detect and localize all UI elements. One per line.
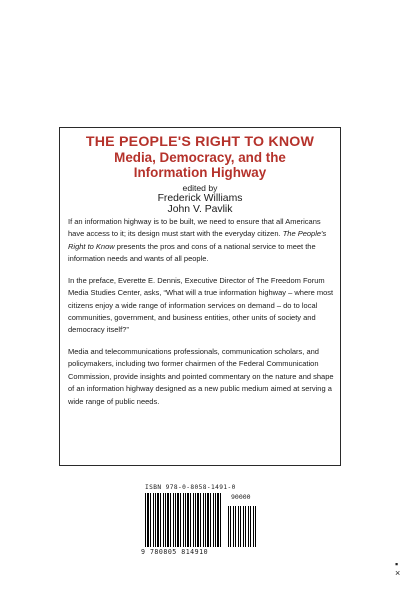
- price-barcode-bars: [228, 506, 256, 547]
- blurb-text-span: If an information highway is to be built, we need to ensure that all Americans have access to it; its design must start with the everyday citizen.: [68, 217, 321, 239]
- cover-text-frame: [59, 127, 341, 466]
- editor-name: Frederick Williams: [157, 193, 243, 204]
- book-title-italic: The People's Right to Know: [68, 229, 327, 251]
- edited-by-label: edited by: [182, 183, 218, 193]
- blurb-paragraph-1: [68, 216, 334, 266]
- blurb-paragraph-2: In the preface, Everette E. Dennis, Executive Director of The Freedom Forum Media Studies Center, asks, “What will a true information highway – where most citizens enjoy a wide range of information services on demand – do to local communities, government, and business entities, other units of society and democracy itself?”: [68, 275, 334, 335]
- price-code: 90000: [231, 493, 251, 501]
- title-block: [60, 134, 340, 215]
- blurb-text-span: presents the pros and cons of a national service to meet the information needs and wants of all people.: [68, 241, 316, 264]
- isbn-number: ISBN 978-0-8058-1491-0: [145, 484, 236, 491]
- edge-artifact: ▪ ×: [395, 560, 400, 578]
- editor-name: John V. Pavlik: [167, 204, 233, 215]
- ean-number: 9 780805 814910: [141, 548, 209, 556]
- blurb-text: [68, 216, 334, 417]
- ean-barcode-bars: [145, 493, 221, 547]
- blurb-paragraph-3: Media and telecommunications professionals, communication scholars, and policymakers, including two former chairmen of the Federal Communication Commission, provide insights and pointed commentary on the nature and shape of an information highway designed as a new public medium aimed at serving a wide range of public needs.: [68, 347, 334, 406]
- book-subtitle-line-1: Media, Democracy, and the: [114, 150, 286, 165]
- book-subtitle-line-2: Information Highway: [133, 165, 267, 180]
- isbn-barcode: [141, 484, 257, 566]
- book-title: THE PEOPLE'S RIGHT TO KNOW: [85, 134, 315, 150]
